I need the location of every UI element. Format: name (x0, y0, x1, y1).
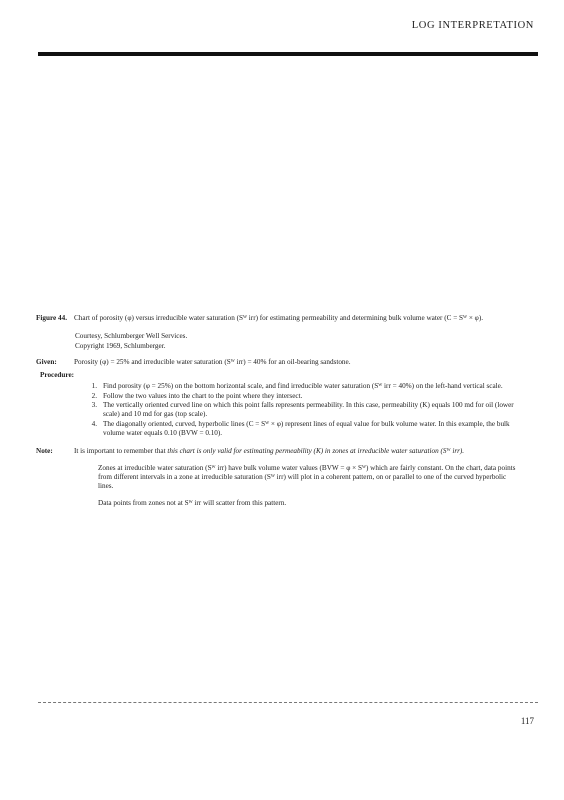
step-text: The vertically oriented curved line on which this point falls represents permeability. In this case, permeability (K) equals 100 md for oil (lower scale) and 10 md for gas (top scale). (103, 401, 514, 419)
given-text: Porosity (φ) = 25% and irreducible water saturation (Sᵂ irr) = 40% for an oil-bearing sandstone. (74, 357, 351, 366)
step-number: 3. (91, 401, 97, 410)
figure-area (38, 62, 538, 312)
procedure-step (36, 420, 531, 439)
credit-line: Courtesy, Schlumberger Well Services. (75, 332, 188, 341)
figure-caption (36, 314, 531, 323)
note-paragraph: Data points from zones not at Sᵂ irr will scatter from this pattern. (98, 498, 287, 507)
given-label: Given: (36, 357, 57, 366)
step-text: The diagonally oriented, curved, hyperbolic lines (C = Sᵂ × φ) represent lines of equal value for bulk volume water. In this example, the bulk volume water equals 0.10 (BVW = 0.10). (103, 419, 510, 437)
running-title: LOG INTERPRETATION (411, 20, 534, 31)
footer-rule (38, 702, 538, 703)
body-text (36, 314, 531, 514)
step-number: 4. (91, 419, 97, 428)
note-text (74, 447, 531, 456)
step-number: 1. (91, 382, 97, 391)
procedure-step (36, 392, 531, 401)
procedure-step (36, 401, 531, 420)
header-rule (38, 52, 538, 56)
page-number: 117 (520, 716, 534, 726)
note-emphasis: this chart is only valid for estimating permeability (K) in zones at irreducible water saturation (Sᵂ irr). (167, 447, 465, 456)
figure-credits (75, 332, 531, 351)
procedure-steps (36, 382, 531, 438)
step-text: Follow the two values into the chart to the point where they intersect. (103, 391, 303, 400)
step-number: 2. (91, 391, 97, 400)
given-section (36, 358, 531, 367)
note-lead: It is important to remember that (74, 447, 166, 456)
figure-caption-text: Chart of porosity (φ) versus irreducible water saturation (Sᵂ irr) for estimating permeability and determining bulk volume water (C = Sᵂ × φ). (74, 314, 484, 322)
procedure-label: Procedure: (40, 371, 75, 380)
credit-line: Copyright 1969, Schlumberger. (75, 341, 166, 350)
note-section (36, 447, 531, 456)
procedure-step (36, 382, 531, 391)
note-label: Note: (36, 447, 53, 456)
step-text: Find porosity (φ = 25%) on the bottom horizontal scale, and find irreducible water saturation (Sᵂ irr = 40%) on the left-hand vertical scale. (103, 382, 503, 391)
figure-label: Figure 44. (36, 314, 68, 322)
note-paragraph: Zones at irreducible water saturation (Sᵂ irr) have bulk volume water values (BVW = φ × Sᵂ) which are fairly constant. On the chart, data points from different intervals in a zone at irreducible saturation (Sᵂ irr) will plot in a coherent pattern, on or parallel to one of the curved hyperbolic lines. (98, 463, 516, 491)
